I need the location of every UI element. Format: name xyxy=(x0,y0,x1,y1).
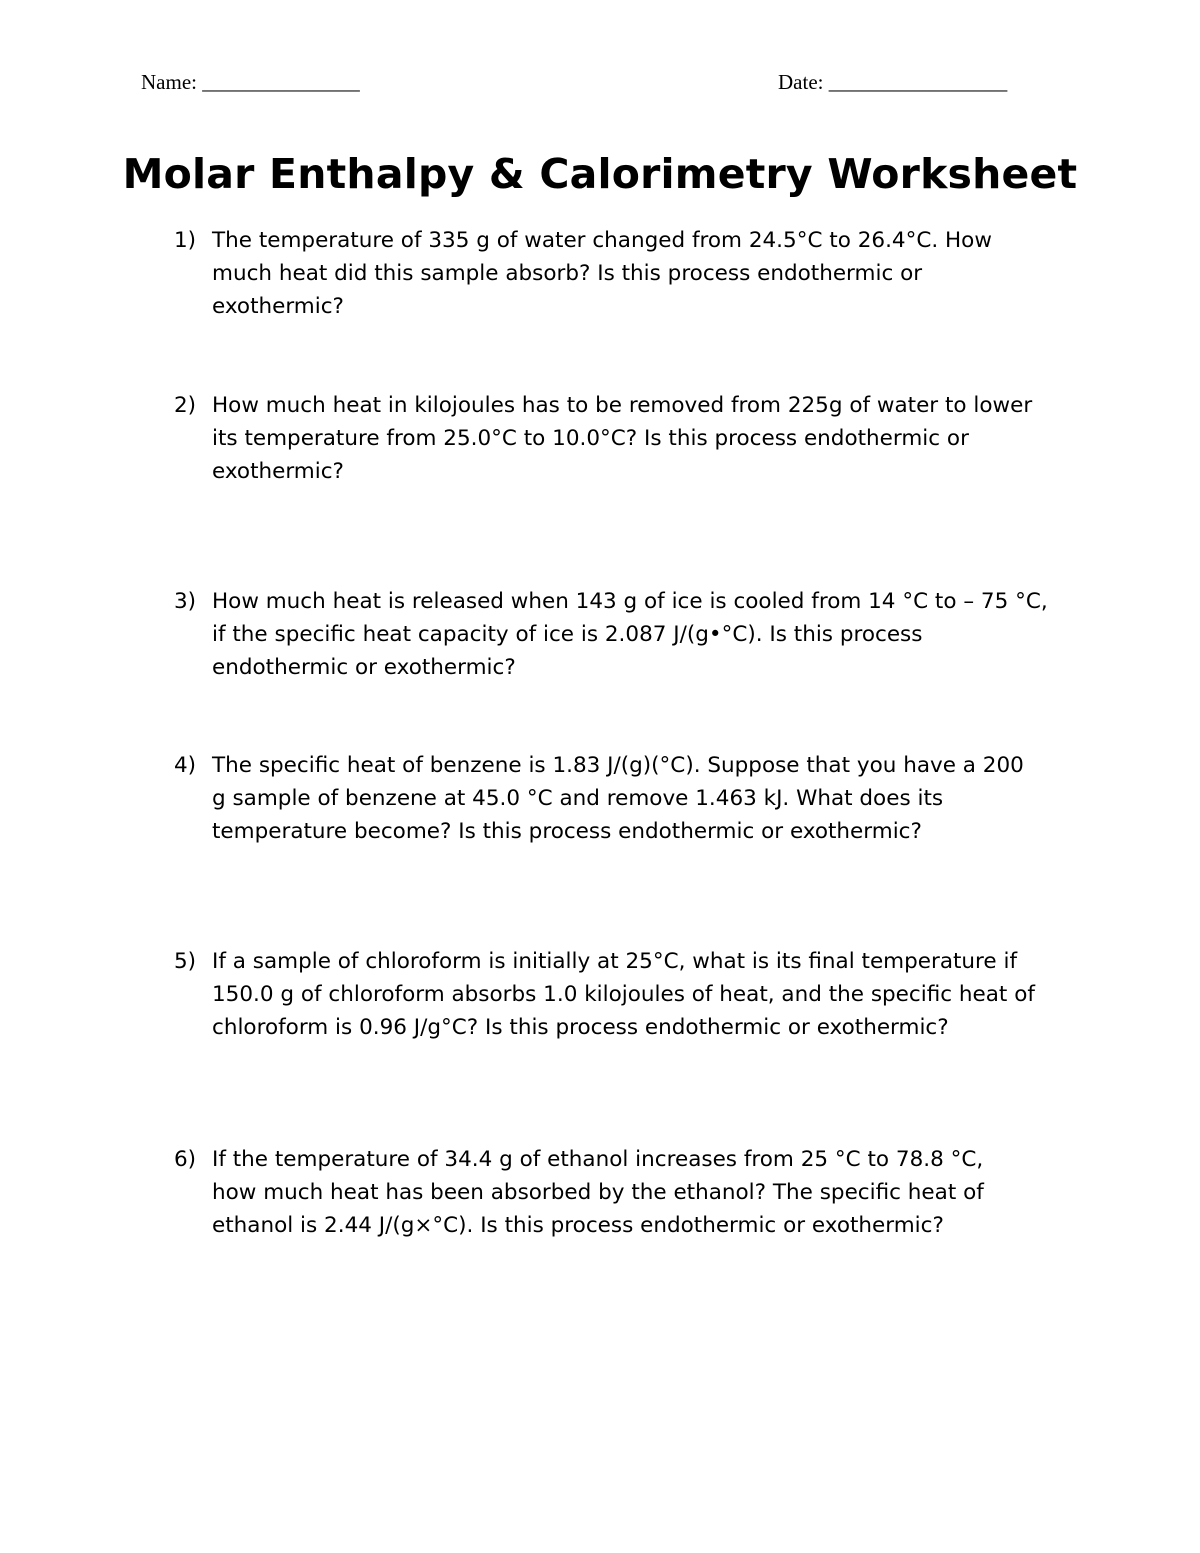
question-line: The specific heat of benzene is 1.83 J/(g)(°C). Suppose that you have a 200 xyxy=(212,753,1024,778)
question-number: 3) xyxy=(174,589,197,614)
question-line: exothermic? xyxy=(212,459,344,484)
question-6 xyxy=(174,1143,1074,1242)
question-text xyxy=(212,1143,1074,1242)
question-number: 2) xyxy=(174,393,197,418)
question-line: How much heat in kilojoules has to be removed from 225g of water to lower xyxy=(212,393,1033,418)
question-line: g sample of benzene at 45.0 °C and remove 1.463 kJ. What does its xyxy=(212,786,944,811)
question-line: endothermic or exothermic? xyxy=(212,655,516,680)
question-number: 5) xyxy=(174,949,197,974)
question-line: 150.0 g of chloroform absorbs 1.0 kilojoules of heat, and the specific heat of xyxy=(212,982,1035,1007)
question-line: temperature become? Is this process endothermic or exothermic? xyxy=(212,819,922,844)
question-3 xyxy=(174,585,1074,684)
date-field-line: Date: _________________ xyxy=(778,70,1008,94)
question-2 xyxy=(174,389,1074,488)
question-line: If a sample of chloroform is initially at 25°C, what is its final temperature if xyxy=(212,949,1018,974)
question-line: its temperature from 25.0°C to 10.0°C? Is this process endothermic or xyxy=(212,426,969,451)
question-number: 4) xyxy=(174,753,197,778)
question-4 xyxy=(174,749,1074,848)
question-line: if the specific heat capacity of ice is 2.087 J/(g•°C). Is this process xyxy=(212,622,923,647)
question-line: How much heat is released when 143 g of ice is cooled from 14 °C to – 75 °C, xyxy=(212,589,1048,614)
page-title: Molar Enthalpy & Calorimetry Worksheet xyxy=(122,150,1078,198)
question-text xyxy=(212,749,1074,848)
question-number: 1) xyxy=(174,228,197,253)
name-field-line: Name: _______________ xyxy=(141,70,360,94)
question-line: ethanol is 2.44 J/(g×°C). Is this process endothermic or exothermic? xyxy=(212,1213,944,1238)
question-line: chloroform is 0.96 J/g°C? Is this process endothermic or exothermic? xyxy=(212,1015,949,1040)
question-number: 6) xyxy=(174,1147,197,1172)
question-text xyxy=(212,224,1074,323)
question-text xyxy=(212,585,1074,684)
question-line: much heat did this sample absorb? Is this process endothermic or xyxy=(212,261,923,286)
question-line: If the temperature of 34.4 g of ethanol increases from 25 °C to 78.8 °C, xyxy=(212,1147,984,1172)
question-line: how much heat has been absorbed by the ethanol? The specific heat of xyxy=(212,1180,984,1205)
question-text xyxy=(212,389,1074,488)
question-1 xyxy=(174,224,1074,323)
question-text xyxy=(212,945,1074,1044)
question-line: exothermic? xyxy=(212,294,344,319)
question-line: The temperature of 335 g of water changed from 24.5°C to 26.4°C. How xyxy=(212,228,992,253)
question-5 xyxy=(174,945,1074,1044)
